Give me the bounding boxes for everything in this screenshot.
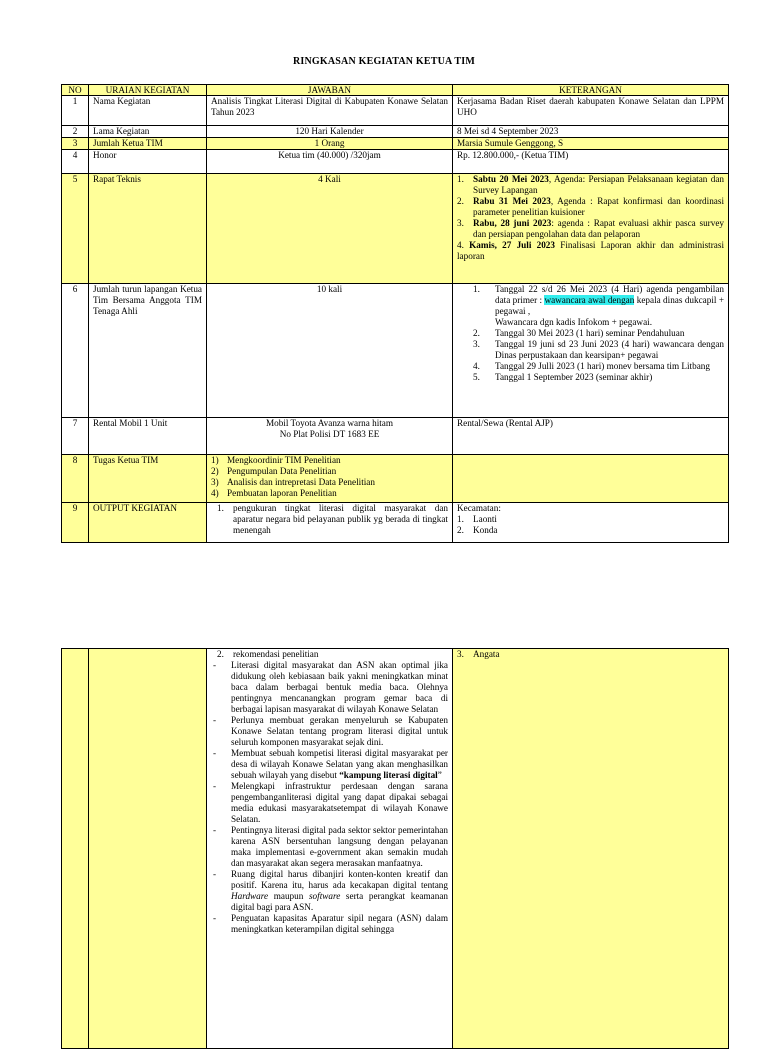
row-keterangan: Rental/Sewa (Rental AJP) (453, 418, 729, 455)
row-no: 4 (62, 150, 89, 174)
row-jawaban: 4 Kali (207, 174, 453, 284)
header-no: NO (62, 85, 89, 96)
row-uraian: Rental Mobil 1 Unit (89, 418, 207, 455)
table-row (62, 138, 729, 150)
row-no: 7 (62, 418, 89, 455)
list-item: 1. pengukuran tingkat literasi digital masyarakat dan aparatur negara bid pelayanan publik yg berada di tingkat menengah (217, 503, 448, 535)
row-uraian (89, 649, 207, 1049)
table-row (62, 150, 729, 174)
list-item: - Perlunya membuat gerakan menyeluruh se Kabupaten Konawe Selatan tentang program literasi digital untuk seluruh komponen masyarakat sejak dini. (213, 715, 448, 747)
row-uraian: Honor (89, 150, 207, 174)
meeting-list (457, 174, 724, 262)
row-jawaban: Mobil Toyota Avanza warna hitam No Plat Polisi DT 1683 EE (207, 418, 453, 455)
recommendation-list (211, 660, 448, 935)
row-keterangan (453, 284, 729, 418)
list-item: 2) Pengumpulan Data Penelitian (211, 466, 337, 476)
row-keterangan: Kerjasama Badan Riset daerah kabupaten Konawe Selatan dan LPPM UHO (453, 96, 729, 126)
list-item: - Melengkapi infrastruktur perdesaan dengan sarana pengembanganliterasi digital yang dapat dipakai sebagai media edukasi masyarakatsetempat di wilayah Konawe Selatan. (213, 781, 448, 824)
row-jawaban (207, 503, 453, 543)
output-list (211, 503, 448, 536)
row-jawaban: 10 kali (207, 284, 453, 418)
list-item: - Ruang digital harus dibanjiri konten-konten kreatif dan positif. Karena itu, harus ada kecakapan digital tentang Hardware maupun software serta perangkat keamanan digital bagi para ASN. (213, 869, 448, 912)
summary-table (61, 84, 729, 543)
row-jawaban (207, 455, 453, 503)
row-jawaban: 1 Orang (207, 138, 453, 150)
table-row (62, 174, 729, 284)
table-row (62, 418, 729, 455)
row-keterangan (453, 503, 729, 543)
table-row (62, 126, 729, 138)
header-jawaban: JAWABAN (207, 85, 453, 96)
highlighted-text: wawancara awal dengan (544, 295, 635, 305)
list-item: 5. Tanggal 1 September 2023 (seminar akhir) (473, 372, 653, 382)
row-uraian: Rapat Teknis (89, 174, 207, 284)
row-no: 2 (62, 126, 89, 138)
list-item: 2. Tanggal 30 Mei 2023 (1 hari) seminar Pendahuluan (473, 328, 685, 338)
row-keterangan (453, 649, 729, 1049)
list-item: - Penguatan kapasitas Aparatur sipil negara (ASN) dalam meningkatkan keterampilan digital sehingga (213, 913, 448, 934)
header-keterangan: KETERANGAN (453, 85, 729, 96)
list-item: 2. Konda (457, 525, 498, 535)
list-item: 4. Kamis, 27 Juli 2023 Finalisasi Laporan akhir dan administrasi laporan (457, 240, 725, 261)
list-item: - Membuat sebuah kompetisi literasi digital masyarakat per desa di wilayah Konawe Selatan yang akan menghasilkan sebuah wilayah yang disebut “kampung literasi digital” (213, 748, 448, 780)
table-header-row (62, 85, 729, 96)
row-no: 6 (62, 284, 89, 418)
row-jawaban (207, 649, 453, 1049)
row-uraian: Nama Kegiatan (89, 96, 207, 126)
row-uraian: OUTPUT KEGIATAN (89, 503, 207, 543)
list-item: 1. Tanggal 22 s/d 26 Mei 2023 (4 Hari) agenda pengambilan data primer : wawancara awal dengan kepala dinas dukcapil + pegawai , Wawancara dgn kadis Infokom + pegawai. (473, 284, 724, 327)
header-uraian: URAIAN KEGIATAN (89, 85, 207, 96)
table-row (62, 284, 729, 418)
task-list (211, 455, 448, 499)
list-item: 1) Mengkoordinir TIM Penelitian (211, 455, 341, 465)
list-item: 1. Laonti (457, 514, 497, 524)
row-no: 1 (62, 96, 89, 126)
kecamatan-label: Kecamatan: (457, 503, 501, 513)
kecamatan-list (457, 514, 724, 536)
table-row (62, 96, 729, 126)
page-title: RINGKASAN KEGIATAN KETUA TIM (292, 56, 476, 67)
row-jawaban: 120 Hari Kalender (207, 126, 453, 138)
row-no: 8 (62, 455, 89, 503)
table-row (62, 455, 729, 503)
row-uraian: Jumlah Ketua TIM (89, 138, 207, 150)
row-uraian: Lama Kegiatan (89, 126, 207, 138)
row-keterangan (453, 455, 729, 503)
row-jawaban: Analisis Tingkat Literasi Digital di Kabupaten Konawe Selatan Tahun 2023 (207, 96, 453, 126)
kecamatan-list (457, 649, 724, 660)
row-uraian: Tugas Ketua TIM (89, 455, 207, 503)
list-item: 2. Rabu 31 Mei 2023, Agenda : Rapat konfirmasi dan koordinasi parameter penelitian kuisioner (457, 196, 725, 217)
list-item: - Pentingnya literasi digital pada sektor sektor pemerintahan karena ASN bersentuhan langsung dengan pelayanan maka implementasi e-government akan semakin mudah dan masyarakat akan segera merasakan manfaatnya. (213, 825, 448, 868)
row-no: 5 (62, 174, 89, 284)
field-visit-list (457, 284, 724, 383)
list-item: 3. Tanggal 19 juni sd 23 Juni 2023 (4 hari) wawancara dengan Dinas perpustakaan dan kearsipan+ pegawai (473, 339, 724, 360)
row-keterangan: 8 Mei sd 4 September 2023 (453, 126, 729, 138)
row-keterangan (453, 174, 729, 284)
row-keterangan: Rp. 12.800.000,- (Ketua TIM) (453, 150, 729, 174)
list-item: 4. Tanggal 29 Julli 2023 (1 hari) monev bersama tim Litbang (473, 361, 710, 371)
list-item: 3. Angata (457, 649, 500, 659)
row-no: 9 (62, 503, 89, 543)
list-item: - Literasi digital masyarakat dan ASN akan optimal jika didukung oleh kebiasaan baik yakni meningkatkan minat baca dalam berbagai bentuk media baca. Olehnya pentingnya mencanangkan program gemar baca di berbagai lapisan masyarakat di wilayah Konawe Selatan (213, 660, 448, 714)
row-keterangan: Marsia Sumule Genggong, S (453, 138, 729, 150)
table-row (62, 503, 729, 543)
row-no (62, 649, 89, 1049)
row-uraian: Jumlah turun lapangan Ketua Tim Bersama Anggota TIM Tenaga Ahli (89, 284, 207, 418)
list-item: 4) Pembuatan laporan Penelitian (211, 488, 337, 498)
list-item: 1. Sabtu 20 Mei 2023, Agenda: Persiapan Pelaksanaan kegiatan dan Survey Lapangan (457, 174, 724, 195)
list-item: 3. Rabu, 28 juni 2023: agenda : Rapat evaluasi akhir pasca survey dan persiapan pengolahan data dan pelaporan (457, 218, 724, 239)
output-list (211, 649, 448, 660)
row-jawaban: Ketua tim (40.000) /320jam (207, 150, 453, 174)
summary-table-continued (61, 648, 729, 1049)
table-row (62, 649, 729, 1049)
list-item: 2. rekomendasi penelitian (217, 649, 319, 659)
row-no: 3 (62, 138, 89, 150)
list-item: 3) Analisis dan intrepretasi Data Penelitian (211, 477, 375, 487)
